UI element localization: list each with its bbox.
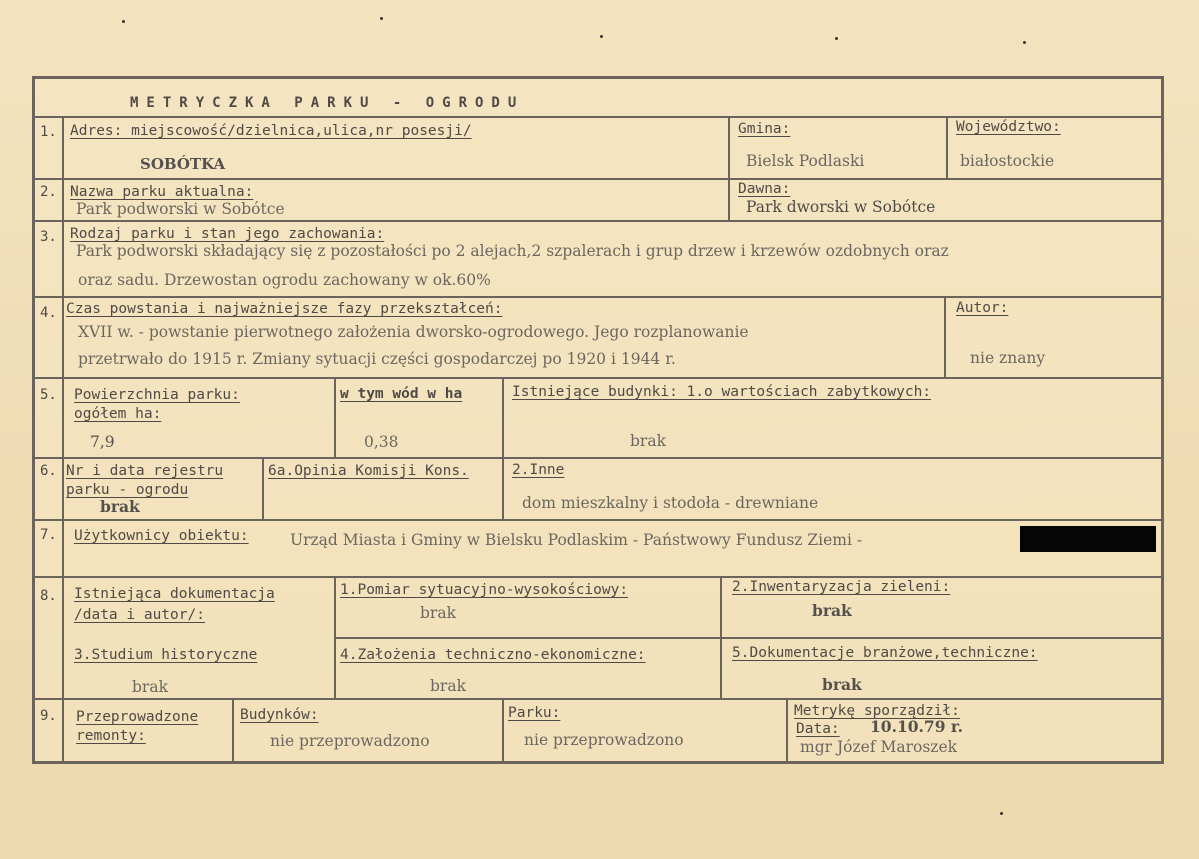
commission-opinion-label: 6a.Opinia Komisji Kons. [268,463,469,479]
park-type-line1: Park podworski składający się z pozostałości po 2 alejach,2 szpalerach i grup drzew i krzewów ozdobnych oraz [76,242,949,260]
other-buildings-label: 2.Inne [512,462,565,478]
paper-speck [380,17,383,20]
paper-speck [600,35,603,38]
grid-line [946,116,948,178]
greenery-inventory-label: 2.Inwentaryzacja zieleni: [732,579,951,595]
area-total-value: 7,9 [90,433,115,451]
redaction-bar [1020,526,1156,552]
historical-study-value: brak [132,678,168,696]
paper-speck [1023,41,1026,44]
row-number: 1. [40,124,57,140]
grid-line [34,576,1164,578]
grid-line [34,698,1164,700]
register-label: Nr i data rejestru [66,463,224,479]
existing-buildings-value: brak [630,432,666,450]
documentation-label-2: /data i autor/: [74,607,205,623]
park-type-line2: oraz sadu. Drzewostan ogrodu zachowany w ok.60% [78,271,491,289]
grid-line [502,457,504,519]
water-area-label: w tym wód w ha [340,386,463,402]
survey-value: brak [420,604,456,622]
date-value: 10.10.79 r. [870,717,964,736]
author-label: Autor: [956,300,1009,316]
card-title: METRYCZKA PARKU - OGRODU [130,95,525,111]
grid-line [334,637,1164,639]
repairs-label-2: remonty: [76,728,146,744]
grid-line [34,377,1164,379]
grid-line [34,457,1164,459]
grid-line [502,698,504,762]
users-value: Urząd Miasta i Gminy w Bielsku Podlaskim - Państwowy Fundusz Ziemi - [290,531,863,549]
current-name-label: Nazwa parku aktualna: [70,184,254,200]
grid-line [334,377,336,457]
repairs-label: Przeprowadzone [76,709,199,725]
greenery-inventory-value: brak [812,601,852,620]
row-number: 6. [40,463,57,479]
park-type-line1-wrap [76,242,1164,264]
register-label-2: parku - ogrodu [66,482,189,498]
buildings-repairs-label: Budynków: [240,707,319,723]
area-label: Powierzchnia parku: [74,387,240,403]
industry-docs-label: 5.Dokumentacje branżowe,techniczne: [732,645,1038,661]
prepared-by-label: Metrykę sporządził: [794,703,960,719]
documentation-label: Istniejąca dokumentacja [74,586,275,602]
date-label: Data: [796,721,840,737]
grid-line [786,698,788,762]
survey-label: 1.Pomiar sytuacyjno-wysokościowy: [340,582,629,598]
water-area-value: 0,38 [364,433,399,451]
current-name-value: Park podworski w Sobótce [76,200,285,218]
author-value: nie znany [970,349,1046,367]
area-total-label: ogółem ha: [74,406,162,422]
grid-line [720,576,722,698]
grid-line [34,220,1164,222]
row-number: 9. [40,708,57,724]
tech-econ-label: 4.Założenia techniczno-ekonomiczne: [340,647,646,663]
historical-study-label: 3.Studium historyczne [74,647,258,663]
gmina-value: Bielsk Podlaski [746,152,865,170]
wojewodztwo-value: białostockie [960,152,1055,170]
grid-line [232,698,234,762]
paper-speck [1000,812,1003,815]
grid-line [34,296,1164,298]
address-value: SOBÓTKA [140,155,226,173]
paper-speck [835,37,838,40]
paper-speck [122,20,125,23]
tech-econ-value: brak [430,677,466,695]
row-number: 4. [40,305,57,321]
grid-line [944,296,946,377]
row-number: 7. [40,527,57,543]
history-label: Czas powstania i najważniejsze fazy przekształceń: [66,301,503,317]
wojewodztwo-label: Województwo: [956,119,1061,135]
grid-line [262,457,264,519]
other-buildings-value: dom mieszkalny i stodoła - drewniane [522,494,819,512]
users-label: Użytkownicy obiektu: [74,528,249,544]
grid-line [502,377,504,457]
row-number: 3. [40,229,57,245]
grid-line [728,116,730,220]
history-line2: przetrwało do 1915 r. Zmiany sytuacji części gospodarczej po 1920 i 1944 r. [78,350,676,368]
row-number: 2. [40,184,57,200]
row-number: 5. [40,387,57,403]
park-repairs-label: Parku: [508,705,561,721]
row-number: 8. [40,588,57,604]
number-column-line [62,116,64,762]
history-line1: XVII w. - powstanie pierwotnego założenia dworsko-ogrodowego. Jego rozplanowanie [78,323,749,341]
existing-buildings-label: Istniejące budynki: 1.o wartościach zabytkowych: [512,384,932,400]
register-value: brak [100,497,140,516]
grid-line [34,519,1164,521]
grid-line [34,178,1164,180]
former-name-label: Dawna: [738,181,791,197]
industry-docs-value: brak [822,675,862,694]
gmina-label: Gmina: [738,121,791,137]
prepared-by-value: mgr Józef Maroszek [800,738,958,756]
address-label: Adres: miejscowość/dzielnica,ulica,nr posesji/ [70,123,472,139]
park-type-label: Rodzaj parku i stan jego zachowania: [70,226,385,242]
park-repairs-value: nie przeprowadzono [524,731,684,749]
former-name-value: Park dworski w Sobótce [746,198,936,216]
buildings-repairs-value: nie przeprowadzono [270,732,430,750]
grid-line [334,576,336,698]
